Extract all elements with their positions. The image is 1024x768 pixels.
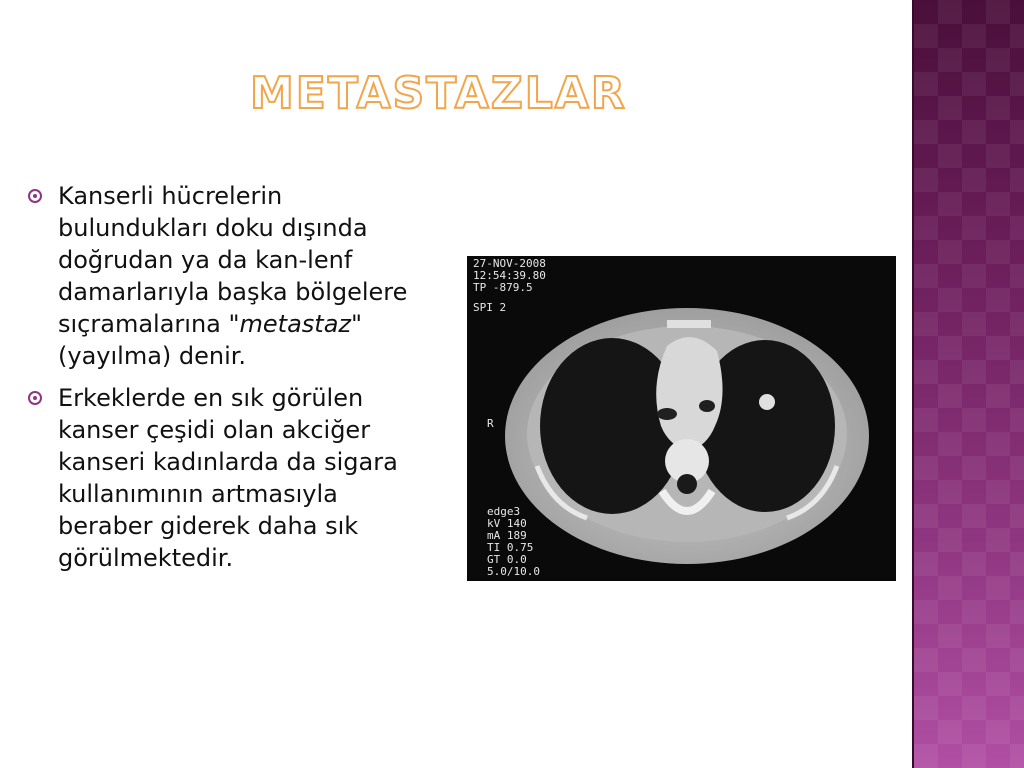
- ct-header-text: 27-NOV-2008 12:54:39.80 TP -879.5: [473, 257, 546, 294]
- ct-spi-label: SPI 2: [473, 301, 507, 314]
- ct-scan-image: [467, 256, 896, 581]
- band-pattern: [914, 0, 1024, 768]
- bullet-item: [28, 382, 428, 574]
- bullet-circle-icon: [28, 391, 42, 405]
- ct-side-marker: R: [487, 417, 494, 430]
- decorative-side-band: [912, 0, 1024, 768]
- ct-footer-text: edge3 kV 140 mA 189 TI 0.75 GT 0.0 5.0/10.0: [487, 505, 540, 578]
- bullet-item: [28, 180, 428, 372]
- bullet-text-part: Kanserli hücrelerin bulundukları doku dışında doğrudan ya da kan-lenf damarlarıyla başka bölgelere sıçramalarına ": [58, 182, 408, 338]
- bullet-text-part: " (yayılma) denir.: [58, 310, 363, 370]
- bullet-circle-icon: [28, 189, 42, 203]
- bullet-text: Erkeklerde en sık görülen kanser çeşidi olan akciğer kanseri kadınlarda da sigara kullanımının artmasıyla beraber giderek daha sık görülmektedir.: [58, 384, 398, 572]
- slide-title: METASTAZLAR: [250, 68, 627, 119]
- bullet-emphasis: metastaz: [239, 310, 352, 338]
- bullet-list: [28, 180, 428, 584]
